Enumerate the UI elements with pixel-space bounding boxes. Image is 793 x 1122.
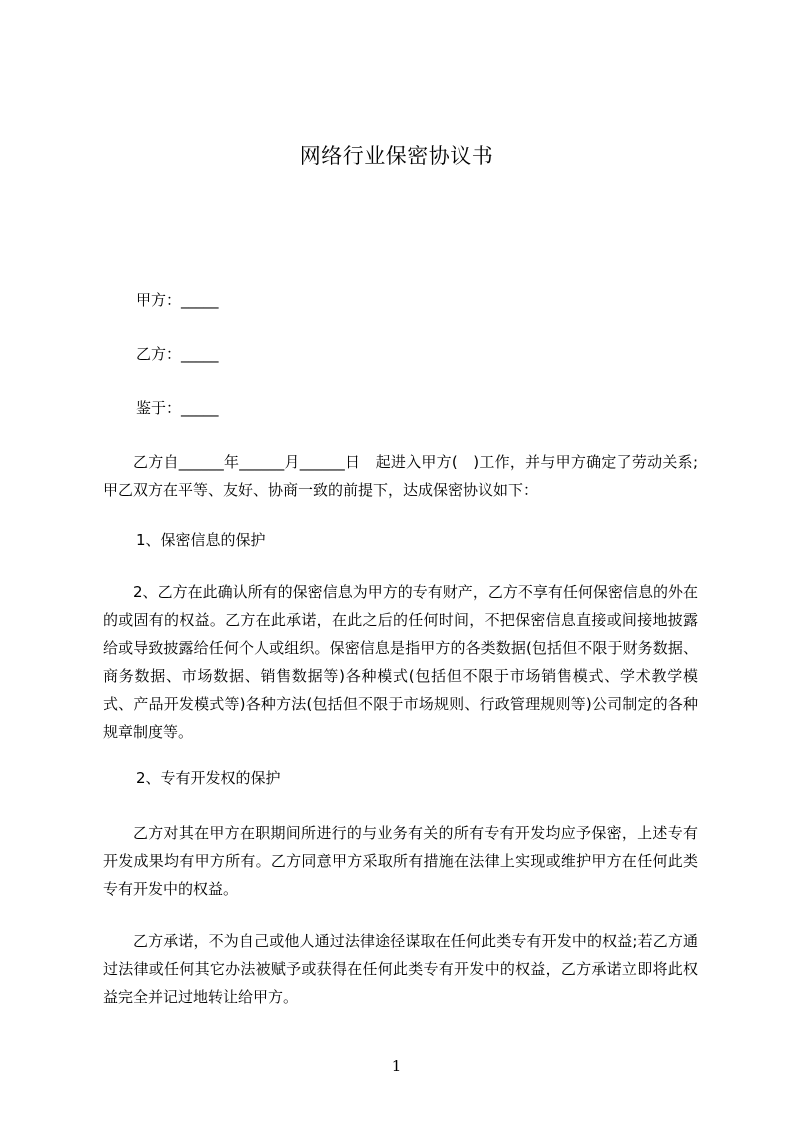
section2-heading: 2、专有开发权的保护 <box>136 769 281 787</box>
section1-heading: 1、保密信息的保护 <box>136 531 266 549</box>
whereas-line: 鉴于：_____ <box>136 399 219 417</box>
party-a-line: 甲方：_____ <box>136 291 219 309</box>
section1-body: 2、乙方在此确认所有的保密信息为甲方的专有财产，乙方不享有任何保密信息的外在的或固有的权益。乙方在此承诺，在此之后的任何时间，不把保密信息直接或间接地披露给或导致披露给任何个人或组织。保密信息是指甲方的各类数据(包括但不限于财务数据、商务数据、市场数据、销售数据等)各种模式(包括但不限于市场销售模式、学术教学模式、产品开发模式等)各种方法(包括但不限于市场规则、行政管理规则等)公司制定的各种规章制度等。 <box>103 583 698 741</box>
intro-paragraph: 乙方自______年______月______日 起进入甲方( )工作，并与甲方确定了劳动关系;甲乙双方在平等、友好、协商一致的前提下，达成保密协议如下： <box>103 453 698 499</box>
section2-paragraph-2: 乙方承诺，不为自己或他人通过法律途径谋取在任何此类专有开发中的权益;若乙方通过法律或任何其它办法被赋予或获得在任何此类专有开发中的权益，乙方承诺立即将此权益完全并记过地转让给甲方。 <box>103 932 698 1006</box>
section2-paragraph-1: 乙方对其在甲方在职期间所进行的与业务有关的所有专有开发均应予保密，上述专有开发成果均有甲方所有。乙方同意甲方采取所有措施在法律上实现或维护甲方在任何此类专有开发中的权益。 <box>103 824 698 898</box>
party-b-line: 乙方：_____ <box>136 345 219 363</box>
page-number: 1 <box>391 1057 402 1075</box>
page-title: 网络行业保密协议书 <box>299 144 494 168</box>
